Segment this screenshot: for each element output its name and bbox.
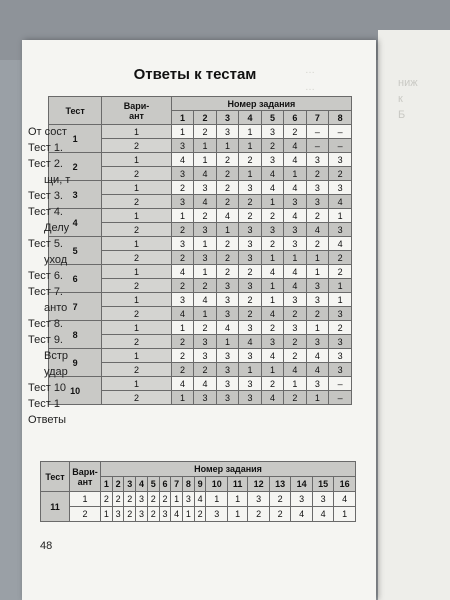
answer-cell: 1 [261,279,283,293]
answer-cell: 1 [306,251,328,265]
answer-cell: 3 [284,237,306,251]
answer-cell: 3 [284,195,306,209]
answer-cell: 3 [216,307,238,321]
task-number: 10 [206,477,227,492]
variant-number: 2 [102,167,171,181]
right-page-line: Тест 9. [28,334,63,346]
right-page-line: Делу [44,222,70,234]
header-task-number: Номер задания [101,462,356,477]
answer-cell: 4 [291,507,312,522]
task-number: 3 [124,477,136,492]
answer-cell: 3 [239,391,261,405]
answer-cell: 4 [171,265,193,279]
answer-cell: 2 [171,279,193,293]
answer-cell: 4 [261,391,283,405]
answer-cell: 2 [216,265,238,279]
answer-cell: 2 [329,321,352,335]
right-page-line: удар [44,366,68,378]
answer-cell: 1 [171,391,193,405]
answer-cell: 4 [306,223,328,237]
right-page-line: Тест 1. [28,142,63,154]
answer-cell: 2 [261,237,283,251]
right-page-line: Тест 2. [28,158,63,170]
answer-cell: 3 [284,223,306,237]
answer-cell: 3 [216,293,238,307]
table-row [49,153,352,167]
right-page-text [28,124,70,428]
answer-cell: 4 [329,195,352,209]
answer-cell: 3 [239,349,261,363]
answer-cell: 2 [248,507,269,522]
answer-cell: 1 [261,251,283,265]
task-number: 8 [329,111,352,125]
answer-cell: 3 [248,492,269,507]
table-row [49,181,352,195]
answer-cell: 1 [329,279,352,293]
answer-cell: 2 [171,251,193,265]
test-number: 7 [49,293,102,321]
task-number: 15 [312,477,333,492]
answer-cell: 1 [171,209,193,223]
answer-cell: 3 [239,279,261,293]
answer-cell: 3 [284,293,306,307]
page-title: Ответы к тестам [133,66,257,83]
answer-cell: 2 [269,507,290,522]
task-number: 7 [171,477,183,492]
answer-cell: 3 [239,237,261,251]
answer-cell: 2 [239,153,261,167]
answer-cell: 3 [136,492,148,507]
answer-cell: 2 [329,251,352,265]
answer-cell: 3 [216,349,238,363]
answer-cell: 2 [284,335,306,349]
answer-cell: 1 [194,265,216,279]
answer-cell: 4 [306,363,328,377]
answer-cell: 2 [306,209,328,223]
task-number: 6 [159,477,171,492]
right-page-line: Встр [44,350,68,362]
table-row [49,377,352,391]
answer-cell: 2 [329,167,352,181]
answer-cell: 1 [284,167,306,181]
task-number: 6 [284,111,306,125]
right-page-line: анто [44,302,68,314]
answer-cell: 3 [261,153,283,167]
answer-cell: 3 [216,125,238,139]
table-row [49,125,352,139]
answer-cell: 2 [239,195,261,209]
answer-cell: 2 [329,265,352,279]
answer-cell: 2 [171,181,193,195]
answer-cell: 1 [216,139,238,153]
task-number: 5 [147,477,159,492]
answer-cell: 3 [329,335,352,349]
task-number: 9 [194,477,206,492]
answer-cell: 3 [159,507,171,522]
task-number: 3 [216,111,238,125]
header-variant: Вари- ант [70,462,101,492]
answer-cell: 4 [171,507,183,522]
answer-cell: 1 [183,507,195,522]
answer-cell: 2 [261,209,283,223]
task-number: 11 [227,477,248,492]
table-row [41,492,356,507]
answer-cell: 2 [306,167,328,181]
answer-cell: 4 [261,307,283,321]
right-page-line: От сост [28,126,67,138]
answer-cell: 1 [206,492,227,507]
right-page-line: щи, т [44,174,71,186]
answer-cell: 2 [171,335,193,349]
answer-cell: 3 [329,223,352,237]
answer-cell: 2 [269,492,290,507]
answer-cell: 4 [261,349,283,363]
variant-number: 1 [102,181,171,195]
answer-cell: 4 [306,349,328,363]
answer-cell: 3 [329,307,352,321]
variant-number: 1 [102,265,171,279]
table-row [41,507,356,522]
answer-cell: 1 [284,377,306,391]
header-task-number: Номер задания [171,97,351,111]
table-row [49,321,352,335]
task-number: 5 [261,111,283,125]
answer-cell: 3 [312,492,333,507]
answer-cell: 3 [171,293,193,307]
header-test: Тест [41,462,70,492]
variant-number: 1 [102,153,171,167]
answer-cell: – [329,377,352,391]
answer-cell: 3 [194,223,216,237]
answer-cell: – [306,139,328,153]
answer-cell: 1 [227,492,248,507]
answer-cell: 2 [101,492,113,507]
answer-cell: 4 [284,181,306,195]
answer-cell: 3 [306,293,328,307]
task-number: 8 [183,477,195,492]
answer-cell: 4 [284,279,306,293]
answer-cell: 4 [194,492,206,507]
variant-number: 1 [102,237,171,251]
answer-cell: 2 [239,209,261,223]
variant-number: 1 [102,321,171,335]
answer-cell: 4 [171,307,193,321]
answer-cell: 3 [183,492,195,507]
test-number: 11 [41,492,70,522]
answer-cell: 3 [329,181,352,195]
task-number: 16 [334,477,356,492]
answer-cell: 2 [124,492,136,507]
answer-cell: 3 [306,377,328,391]
answer-cell: 3 [306,195,328,209]
answer-cell: 1 [239,363,261,377]
answer-cell: 3 [171,195,193,209]
answer-cell: 4 [216,321,238,335]
answer-cell: 3 [112,507,124,522]
task-number: 4 [136,477,148,492]
answer-cell: 2 [239,307,261,321]
answer-cell: 2 [147,507,159,522]
task-number: 12 [248,477,269,492]
right-page [378,30,450,600]
answer-cell: 2 [284,125,306,139]
answer-cell: 4 [284,209,306,223]
answer-cell: 3 [194,181,216,195]
right-page-line: Ответы [28,414,67,426]
test-number: 2 [49,153,102,181]
answer-cell: 2 [216,237,238,251]
answers-table-2 [40,461,356,522]
answer-cell: 2 [194,321,216,335]
test-number: 8 [49,321,102,349]
answer-cell: 4 [216,209,238,223]
answer-cell: 1 [171,321,193,335]
answer-cell: 3 [194,335,216,349]
answer-cell: 3 [216,363,238,377]
answer-cell: 1 [194,139,216,153]
answer-cell: 2 [306,237,328,251]
variant-number: 2 [102,195,171,209]
answer-cell: 4 [261,265,283,279]
answer-cell: 2 [194,279,216,293]
answer-cell: 1 [194,153,216,167]
test-number: 1 [49,125,102,153]
answer-cell: 4 [284,153,306,167]
answer-cell: 1 [329,293,352,307]
answer-cell: 2 [216,195,238,209]
answer-cell: 3 [239,181,261,195]
answer-cell: 2 [284,391,306,405]
right-page-line: Тест 10 [28,382,67,394]
answer-cell: 2 [284,349,306,363]
right-page-line: уход [44,254,68,266]
answer-cell: 4 [194,293,216,307]
bleed-through-text: … … [305,65,315,93]
variant-number: 2 [102,363,171,377]
answer-cell: 1 [239,167,261,181]
answer-cell: 3 [261,335,283,349]
answer-cell: 2 [171,363,193,377]
answer-cell: 2 [194,363,216,377]
task-number: 2 [112,477,124,492]
variant-number: 2 [102,251,171,265]
answer-cell: – [306,125,328,139]
answer-cell: 1 [216,223,238,237]
task-number: 1 [101,477,113,492]
variant-number: 2 [102,307,171,321]
variant-number: 2 [102,335,171,349]
answer-cell: 2 [194,507,206,522]
answer-cell: 4 [334,492,356,507]
variant-number: 1 [102,293,171,307]
answer-cell: 1 [101,507,113,522]
answer-cell: 2 [239,265,261,279]
right-page-line: Тест 3. [28,190,63,202]
answer-cell: 2 [216,167,238,181]
answer-cell: 2 [171,349,193,363]
answer-cell: – [329,139,352,153]
answer-cell: 1 [239,125,261,139]
test-number: 5 [49,237,102,265]
answer-cell: 1 [329,209,352,223]
page-number: 48 [40,540,53,552]
answer-cell: 2 [171,223,193,237]
answer-cell: 3 [171,167,193,181]
test-number: 10 [49,377,102,405]
variant-number: 1 [70,492,101,507]
answer-cell: 3 [329,349,352,363]
answer-cell: 3 [329,363,352,377]
answer-cell: 3 [261,125,283,139]
test-number: 4 [49,209,102,237]
task-number: 1 [171,111,193,125]
answers-table-1 [48,96,352,405]
answer-cell: 3 [329,153,352,167]
variant-number: 1 [102,349,171,363]
answer-cell: 1 [306,321,328,335]
answer-cell: 1 [216,335,238,349]
right-page-line: Тест 4. [28,206,63,218]
answer-cell: 4 [312,507,333,522]
variant-number: 2 [102,391,171,405]
right-page-line: Тест 1 [28,398,60,410]
answer-cell: 4 [329,237,352,251]
answer-cell: 4 [194,377,216,391]
task-number: 14 [291,477,312,492]
answer-cell: 2 [112,492,124,507]
answer-cell: 4 [194,195,216,209]
answer-cell: 2 [194,125,216,139]
answer-cell: 2 [216,251,238,265]
answer-cell: 1 [306,391,328,405]
variant-number: 1 [102,125,171,139]
answer-cell: 3 [194,251,216,265]
answer-cell: 3 [239,321,261,335]
test-number: 3 [49,181,102,209]
answer-cell: 1 [171,492,183,507]
answer-cell: 3 [216,391,238,405]
header-row [41,462,356,477]
variant-number: 2 [102,223,171,237]
answer-cell: 3 [171,139,193,153]
answer-cell: 2 [194,209,216,223]
answer-cell: 1 [306,265,328,279]
answer-cell: 1 [239,139,261,153]
test-number: 9 [49,349,102,377]
answer-cell: 3 [239,223,261,237]
answer-cell: 3 [194,349,216,363]
test-number: 6 [49,265,102,293]
answer-cell: 2 [239,293,261,307]
right-page-line: Тест 7. [28,286,63,298]
answer-cell: 1 [261,363,283,377]
answer-cell: 3 [136,507,148,522]
answer-cell: – [329,391,352,405]
answer-cell: 2 [261,321,283,335]
answer-cell: 3 [206,507,227,522]
answer-cell: 2 [261,377,283,391]
answer-cell: 3 [216,279,238,293]
table-row [49,293,352,307]
answer-cell: 4 [171,153,193,167]
header-row [49,97,352,111]
bleed-through-text: ниж к Б [398,77,418,121]
variant-number: 1 [102,209,171,223]
answer-cell: 2 [216,181,238,195]
answer-cell: 1 [194,307,216,321]
answer-cell: 1 [261,195,283,209]
answer-cell: 1 [284,251,306,265]
answer-cell: 3 [284,321,306,335]
answer-cell: 4 [261,181,283,195]
answer-cell: 1 [261,293,283,307]
right-page-line: Тест 8. [28,318,63,330]
answer-cell: 3 [306,181,328,195]
answer-cell: 3 [171,237,193,251]
answer-cell: 2 [284,307,306,321]
task-number: 13 [269,477,290,492]
answer-cell: 4 [284,139,306,153]
header-variant: Вари- ант [102,97,171,125]
variant-number: 2 [102,139,171,153]
answer-cell: 3 [216,377,238,391]
answer-cell: 4 [194,167,216,181]
answer-cell: 3 [306,153,328,167]
table-row [49,209,352,223]
right-page-line: Тест 5. [28,238,63,250]
answer-cell: 1 [194,237,216,251]
answer-cell: 4 [171,377,193,391]
answer-cell: 3 [239,377,261,391]
variant-number: 2 [102,279,171,293]
answer-cell: 2 [159,492,171,507]
task-number: 7 [306,111,328,125]
variant-number: 2 [70,507,101,522]
answer-cell: 1 [334,507,356,522]
task-number: 2 [194,111,216,125]
answer-cell: 3 [239,251,261,265]
task-number: 4 [239,111,261,125]
answer-cell: 2 [261,139,283,153]
answer-cell: 4 [239,335,261,349]
answer-cell: 3 [194,391,216,405]
answer-cell: 2 [124,507,136,522]
answer-cell: 3 [306,335,328,349]
table-row [49,265,352,279]
answer-cell: 1 [171,125,193,139]
answer-cell: 2 [147,492,159,507]
answer-cell: 1 [227,507,248,522]
variant-number: 1 [102,377,171,391]
answer-cell: 3 [291,492,312,507]
answer-cell: 2 [306,307,328,321]
table-row [49,349,352,363]
answer-cell: 4 [284,265,306,279]
answer-cell: 3 [306,279,328,293]
table-row [49,237,352,251]
answer-cell: 3 [261,223,283,237]
right-page-line: Тест 6. [28,270,63,282]
answer-cell: 4 [261,167,283,181]
answer-cell: 4 [284,363,306,377]
answer-cell: – [329,125,352,139]
answer-cell: 2 [216,153,238,167]
header-test: Тест [49,97,102,125]
